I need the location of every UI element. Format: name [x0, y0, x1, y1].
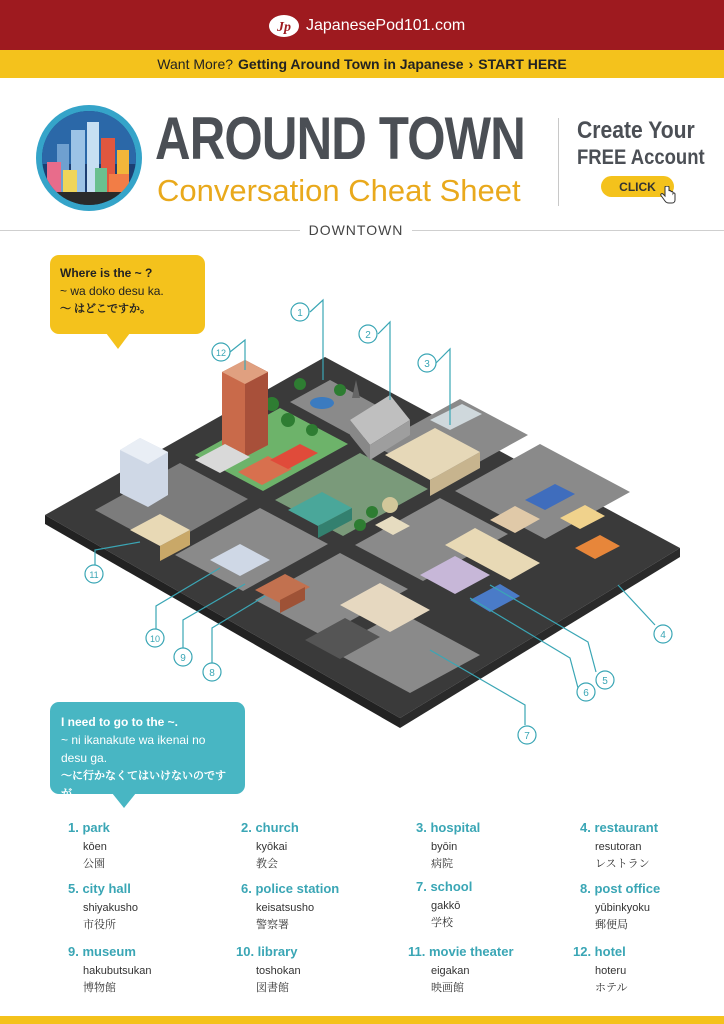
promo-cta[interactable]: START HERE: [478, 56, 567, 72]
vocab-romaji: eigakan: [431, 965, 470, 977]
where-is-romaji: ~ wa doko desu ka.: [60, 284, 164, 298]
vocab-item: [236, 943, 301, 997]
where-is-english: Where is the ~ ?: [60, 266, 153, 280]
city-skyline-icon: [35, 104, 143, 212]
vocab-item: [580, 880, 660, 934]
brand-logo-icon: [268, 14, 300, 38]
page-title: AROUND TOWN: [155, 105, 525, 172]
vocab-item: [68, 943, 152, 997]
vocab-item: [241, 819, 299, 873]
pointer-hand-icon: [660, 186, 676, 204]
callout-5: 5: [602, 676, 608, 687]
callout-8: 8: [209, 668, 215, 679]
title-divider: [558, 118, 559, 206]
signup-heading: Create Your: [577, 117, 695, 144]
vocab-term: 5. city hall: [68, 881, 131, 896]
callout-6: 6: [583, 688, 589, 699]
callout-2: 2: [365, 330, 371, 341]
brand-link[interactable]: [268, 13, 465, 39]
vocab-term: 12. hotel: [573, 944, 626, 959]
vocab-japanese: 映画館: [431, 982, 464, 994]
vocab-romaji: yūbinkyoku: [595, 902, 651, 914]
bubble-tail: [112, 793, 136, 809]
vocab-japanese: 公園: [83, 858, 105, 870]
vocab-term: 8. post office: [580, 881, 661, 896]
where-is-japanese: ～ はどこですか。: [60, 303, 152, 315]
callout-1: 1: [297, 308, 303, 319]
vocab-japanese: 教会: [256, 858, 278, 870]
vocab-item: [408, 943, 514, 997]
vocab-item: [68, 819, 110, 873]
vocab-term: 1. park: [68, 820, 110, 835]
vocab-term: 6. police station: [241, 881, 340, 896]
section-rule-right: [412, 230, 724, 231]
callout-7: 7: [524, 731, 530, 742]
vocab-romaji: hoteru: [595, 965, 627, 977]
need-to-go-romaji-1: ~ ni ikanakute wa ikenai no: [61, 733, 206, 747]
vocab-term: 9. museum: [68, 944, 136, 959]
need-to-go-romaji-2: desu ga.: [61, 751, 108, 765]
promo-link[interactable]: Getting Around Town in Japanese: [238, 56, 464, 72]
page-subtitle: Conversation Cheat Sheet: [157, 173, 521, 208]
vocab-term: 7. school: [416, 879, 473, 894]
callout-10: 10: [149, 634, 161, 644]
vocab-romaji: hakubutsukan: [83, 965, 152, 977]
promo-arrow: ›: [468, 56, 474, 72]
need-to-go-bubble: [50, 702, 245, 800]
vocab-item: [68, 880, 138, 934]
callout-11: 11: [89, 570, 99, 580]
vocab-item: [416, 819, 480, 873]
promo-lead: Want More?: [157, 56, 234, 72]
vocab-japanese: 博物館: [83, 982, 116, 994]
bubble-tail: [106, 333, 130, 350]
vocab-romaji: shiyakusho: [83, 902, 139, 914]
vocab-romaji: kōen: [83, 841, 107, 853]
vocab-item: [580, 819, 658, 873]
brand-name: JapanesePod101.com: [306, 17, 466, 34]
vocab-japanese: レストラン: [595, 858, 650, 870]
vocab-romaji: byōin: [431, 841, 458, 853]
signup-subheading: FREE Account: [577, 146, 705, 169]
section-label: DOWNTOWN: [308, 222, 404, 238]
vocab-item: [241, 880, 339, 934]
callout-9: 9: [180, 653, 186, 664]
vocab-japanese: 市役所: [83, 919, 116, 931]
vocab-romaji: toshokan: [256, 965, 301, 977]
click-button[interactable]: CLICK: [601, 176, 674, 197]
promo-banner[interactable]: [0, 50, 724, 78]
svg-text:Jp: Jp: [277, 20, 291, 35]
vocab-japanese: 学校: [431, 917, 453, 929]
vocab-item: [573, 943, 627, 997]
callout-4: 4: [660, 630, 666, 641]
vocab-item: [416, 878, 472, 932]
vocab-japanese: 病院: [431, 858, 453, 870]
vocab-term: 11. movie theater: [408, 944, 514, 959]
vocab-japanese: 警察署: [256, 919, 289, 931]
vocab-japanese: ホテル: [595, 982, 628, 994]
vocab-term: 10. library: [236, 944, 298, 959]
callout-3: 3: [424, 359, 430, 370]
callout-12: 12: [215, 348, 227, 358]
vocab-romaji: keisatsusho: [256, 902, 315, 914]
vocab-romaji: kyōkai: [256, 841, 288, 853]
vocab-romaji: gakkō: [431, 900, 461, 912]
need-to-go-japanese: ～に行かなくてはいけないのですが。: [61, 770, 226, 800]
vocab-term: 4. restaurant: [580, 820, 659, 835]
where-is-bubble: [50, 255, 205, 334]
need-to-go-english: I need to go to the ~.: [61, 715, 178, 729]
vocab-term: 2. church: [241, 820, 299, 835]
vocab-japanese: 図書館: [256, 982, 289, 994]
vocab-term: 3. hospital: [416, 820, 481, 835]
vocab-japanese: 郵便局: [595, 919, 628, 931]
bottom-accent-bar: [0, 1016, 724, 1024]
vocab-romaji: resutoran: [595, 841, 642, 853]
section-rule-left: [0, 230, 300, 231]
